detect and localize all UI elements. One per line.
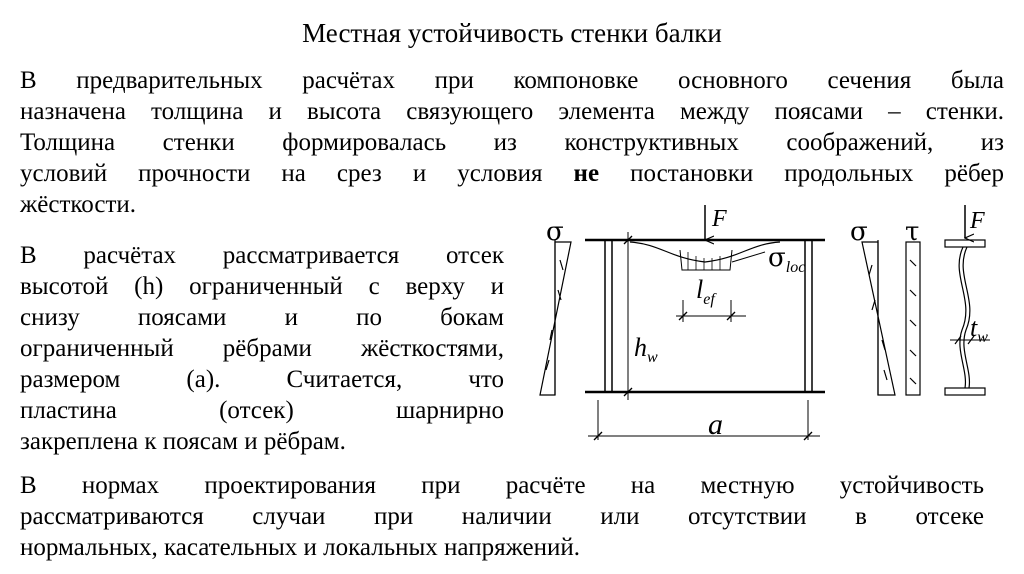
sigma-left-label: σ [546,217,564,247]
tw-label: $t_w$ [970,313,988,346]
text-line: В расчётах рассматривается отсек [20,242,504,269]
text-line: рассматриваются случаи при наличии или отсутствии в отсеке [20,503,984,530]
force-right-label: F [970,208,985,234]
bold-word: не [573,160,600,187]
text-line: Толщина стенки формировалась из конструктивных соображений, из [20,129,1004,156]
lef-label: $l_{ef}$ [696,275,715,308]
text-line: размером (a). Считается, что [20,366,504,393]
text-line: закреплена к поясам и рёбрам. [20,428,346,455]
text-line: нормальных, касательных и локальных напряжений. [20,534,580,561]
sigma-right-label: σ [850,217,868,247]
text-line: В нормах проектирования при расчёте на местную устойчивость [20,472,984,499]
shear-stress-diagram [906,242,920,395]
left-normal-stress-diagram [540,240,571,395]
slide-title: Местная устойчивость стенки балки [302,18,722,48]
text-line: жёсткости. [20,191,137,218]
hw-label: $h_w$ [634,333,658,366]
text-line: высотой (h) ограниченный с верху и [20,273,504,300]
text-fragment: условий прочности на срез и условия [20,160,574,187]
text-fragment: постановки продольных рёбер [599,160,1004,187]
text-line: назначена толщина и высота связующего элемента между поясами – стенки. [20,98,1004,125]
text-line: В предварительных расчётах при компоновке основного сечения была [20,67,1004,94]
text-line: пластина (отсек) шарнирно [20,397,504,424]
a-label: a [708,408,723,441]
tau-label: τ [905,217,920,247]
text-line: ограниченный рёбрами жёсткостями, [20,335,504,362]
force-label: F [712,206,727,232]
sigma-loc-label: $\sigma_{loc}$ [768,243,806,276]
text-line: снизу поясами и по бокам [20,304,504,331]
right-normal-stress-diagram [862,240,895,395]
web-panel [585,205,825,440]
